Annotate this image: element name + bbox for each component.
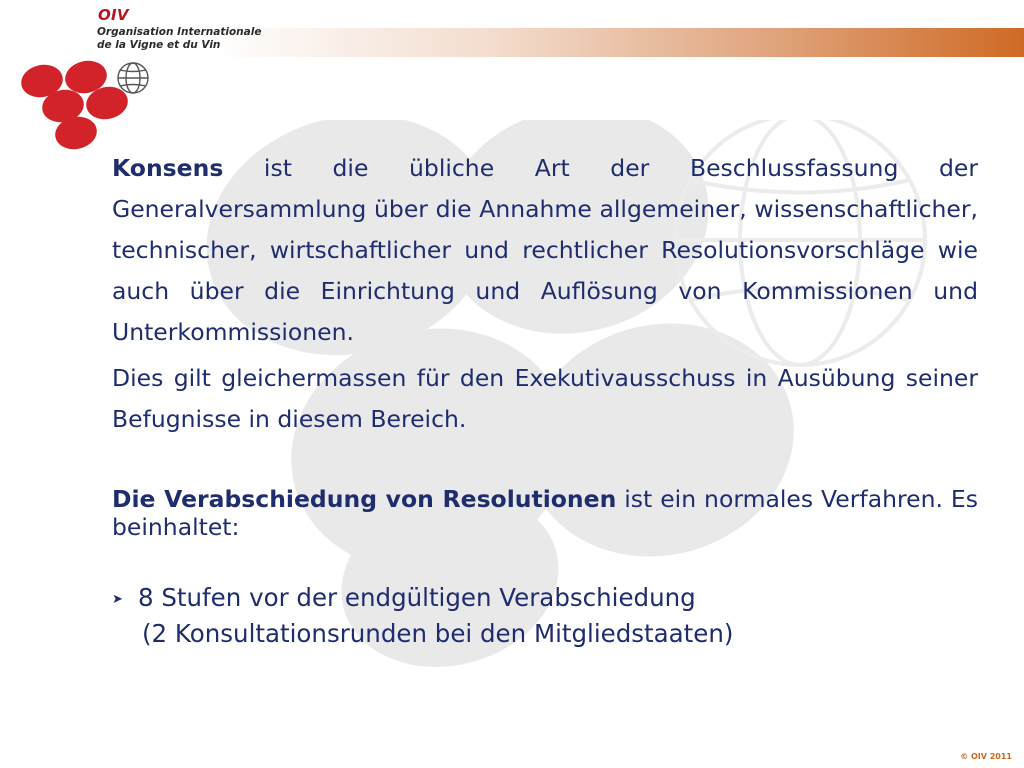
consensus-text: ist die übliche Art der Beschlussfassung der Generalversammlung über die Annahme allgemeiner, wissenschaftlicher, technischer, wirtschaftlicher und rechtlicher Resolutionsvorschläge wie auch über die Einrichtung und Auflösung von Kommissionen und Unterkommissionen. <box>112 154 978 346</box>
logo-subtitle-line-2: de la Vigne et du Vin <box>97 39 221 51</box>
bullet-item <box>112 581 978 617</box>
resolution-adoption-paragraph <box>112 485 978 541</box>
oiv-grapes-logo-icon <box>18 60 163 155</box>
copyright-footer: © OIV 2011 <box>960 752 1012 761</box>
slide-body <box>112 148 978 651</box>
header-band <box>210 28 1024 57</box>
executive-committee-paragraph: Dies gilt gleichermassen für den Exekutivausschuss in Ausübung seiner Befugnisse in diesem Bereich. <box>112 364 978 433</box>
bullet-text: 8 Stufen vor der endgültigen Verabschiedung <box>138 583 696 612</box>
consensus-paragraph <box>112 148 978 353</box>
resolution-adoption-term: Die Verabschiedung von Resolutionen <box>112 485 617 513</box>
consensus-term: Konsens <box>112 154 224 182</box>
logo-subtitle-line-1: Organisation Internationale <box>97 26 262 38</box>
logo-title: OIV <box>98 6 129 24</box>
arrow-bullet-icon: ➤ <box>112 592 123 607</box>
resolution-adoption-text: ist ein normales Verfahren. Es beinhaltet: <box>112 485 978 541</box>
globe-icon <box>118 63 148 93</box>
bullet-subtext: (2 Konsultationsrunden bei den Mitgliedstaaten) <box>142 619 734 648</box>
